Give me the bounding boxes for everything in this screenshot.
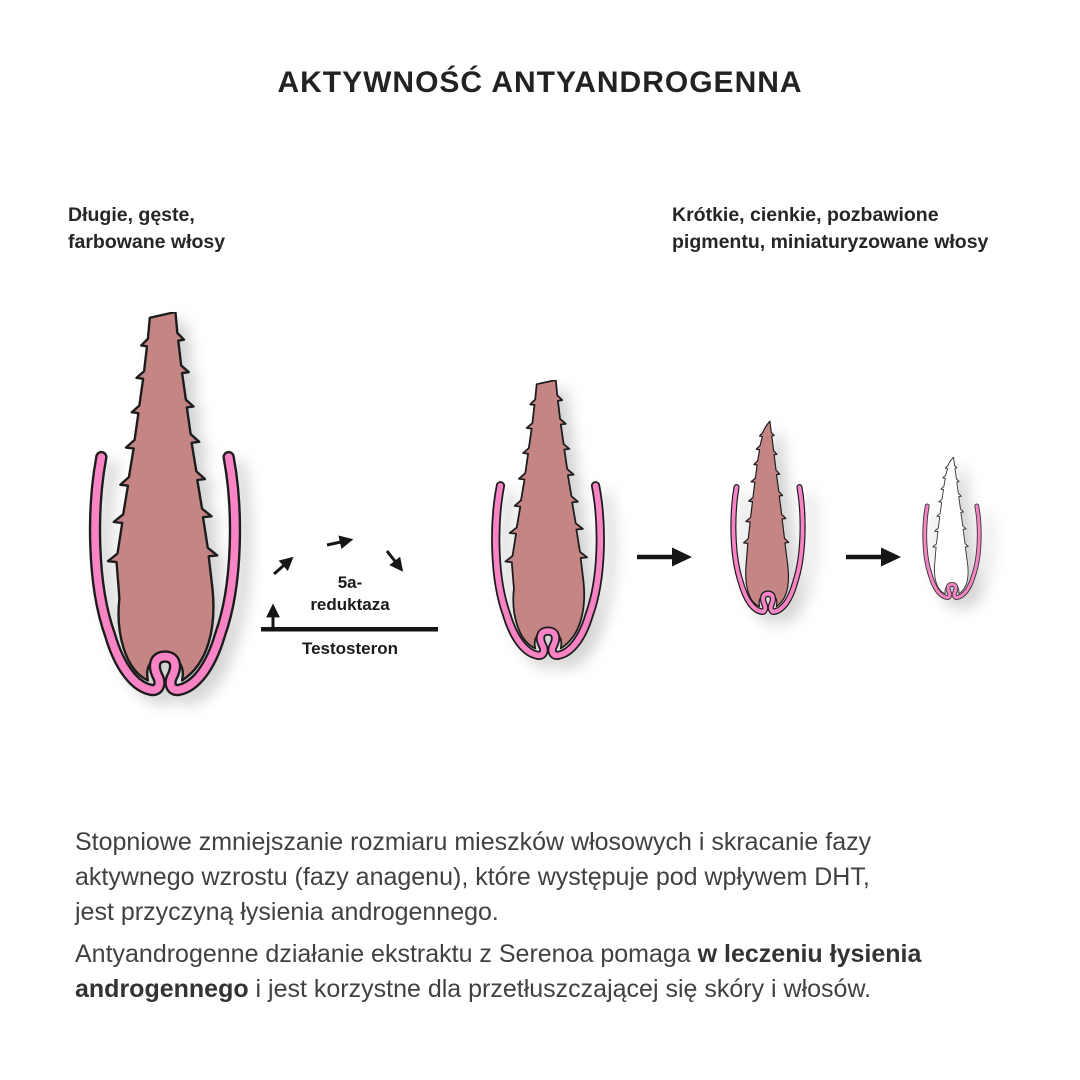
follicle-stage-2: [477, 380, 619, 686]
paragraph-line: [75, 972, 1035, 1007]
label-healthy-hair-line2: farbowane włosy: [68, 231, 226, 253]
substrate-label: Testosteron: [301, 639, 399, 658]
page-title: AKTYWNOŚĆ ANTYANDROGENNA: [277, 66, 803, 99]
label-healthy-hair-line1: Długie, gęste,: [68, 204, 195, 226]
enzyme-label-line2: reduktaza: [310, 595, 390, 614]
paragraph-line: jest przyczyną łysienia androgennego.: [75, 898, 499, 926]
enzyme-label-line1: 5a-: [337, 573, 363, 592]
reaction-diagram: [260, 528, 440, 673]
paragraph-line: Stopniowe zmniejszanie rozmiaru mieszków włosowych i skracanie fazy: [75, 828, 872, 856]
paragraph-line: aktywnego wzrostu (fazy anagenu), które występuje pod wpływem DHT,: [75, 863, 870, 891]
paragraph-bold-text: androgennego: [75, 975, 249, 1003]
paragraph-serenoa-benefit: [75, 937, 1035, 1007]
enzyme-label: [260, 572, 440, 616]
paragraph-bold-text: w leczeniu łysienia: [697, 940, 922, 968]
label-miniaturized-hair-line2: pigmentu, miniaturyzowane włosy: [672, 231, 989, 253]
paragraph-line: [75, 937, 1035, 972]
follicle-stage-4: [915, 449, 989, 614]
paragraph-text: Antyandrogenne działanie ekstraktu z Serenoa pomaga: [75, 940, 698, 968]
follicle-stage-3: [721, 410, 815, 634]
label-miniaturized-hair-line1: Krótkie, cienkie, pozbawione: [672, 204, 939, 226]
reaction-baseline: [261, 627, 438, 632]
label-healthy-hair: [68, 202, 225, 256]
paragraph-dht-explanation: [75, 825, 1035, 930]
label-miniaturized-hair: [672, 202, 988, 256]
paragraph-text: i jest korzystne dla przetłuszczającej się skóry i włosów.: [248, 975, 872, 1003]
right-arrow-icon: [636, 544, 692, 570]
follicle-stage-1: [70, 312, 260, 732]
right-arrow-icon: [845, 544, 901, 570]
